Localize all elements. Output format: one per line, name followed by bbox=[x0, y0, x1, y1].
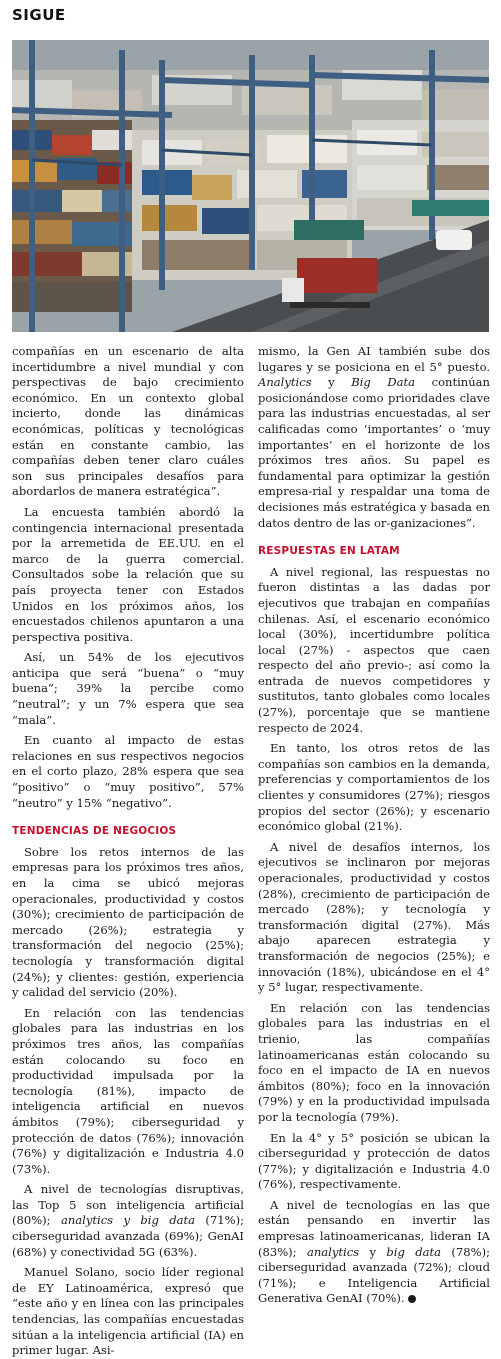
text-run: (71%); ciberseguridad avanzada (69%); GenAI (68%) y conectividad 5G (63%). bbox=[12, 1213, 244, 1259]
paragraph: A nivel de desafíos internos, los ejecutivos se inclinaron por mejoras operacionales, productividad y costos (28%), crecimiento de participación de mercado (28%); y tecnología y transformación digital (27%). Más abajo aparecen estrategia y transformación de negocios (25%); e innovación (18%), ubicándose en el 4° y 5° lugar, respectivamente. bbox=[258, 839, 490, 995]
text-run: continúan posicionándose como prioridades clave para las industrias encuestadas, al ser calificadas como ‘importantes’ o ‘muy importantes’ en el horizonte de los próximos tres años. Su papel es fundamental para optimizar la gestión empresa-rial y respaldar una toma de decisiones más estratégica y basada en datos dentro de las or-ganizaciones”. bbox=[258, 375, 490, 530]
italic-term: analytics bbox=[306, 1244, 360, 1259]
section-title-tendencias: TENDENCIAS DE NEGOCIOS bbox=[12, 825, 177, 838]
article-column-left bbox=[12, 344, 244, 1359]
paragraph bbox=[12, 1182, 244, 1260]
paragraph: La encuesta también abordó la contingencia internacional presentada por la arremetida de EE.UU. en el marco de la guerra comercial. Consultados sobe la relación que su país proyecta tener con Estados Unidos en los próximos años, los encuestados chilenos apuntaron a una perspectiva positiva. bbox=[12, 504, 244, 644]
text-run: mismo, la Gen AI también sube dos lugares y se posiciona en el 5° puesto. bbox=[258, 344, 490, 374]
italic-term: big data bbox=[386, 1244, 442, 1259]
text-run: y bbox=[359, 1244, 387, 1259]
paragraph: En tanto, los otros retos de las compañías son cambios en la demanda, preferencias y comportamientos de los clientes y consumidores (27%); riesgos propios del sector (26%); y escenario económico global (21%). bbox=[258, 741, 490, 834]
italic-term: Analytics bbox=[258, 375, 312, 390]
paragraph: compañías en un escenario de alta incertidumbre a nivel mundial y con perspectivas de bajo crecimiento económico. En un contexto global incierto, donde las dinámicas económicas, políticas y tecnológicas están en constante cambio, las compañías deben tener claro cuáles son sus principales desafíos para abordarlos de manera estratégica”. bbox=[12, 344, 244, 499]
text-run: (78%); ciberseguridad avanzada (72%); cloud (71%); e Inteligencia Artificial Generativa GenAI (70%). bbox=[258, 1244, 490, 1306]
italic-term: Big Data bbox=[351, 375, 416, 390]
text-run: A nivel de tecnologías en las que están pensando en invertir las empresas latinoamericanas, lideran IA (83%); bbox=[258, 1197, 490, 1259]
text-run: y bbox=[311, 375, 352, 390]
paragraph: En cuanto al impacto de estas relaciones en sus respectivos negocios en el corto plazo, 28% espera que sea “positivo” o “muy positivo”, 57% “neutro” y 15% “negativo”. bbox=[12, 733, 244, 810]
article-column-right bbox=[258, 344, 490, 1307]
paragraph: En la 4° y 5° posición se ubican la ciberseguridad y protección de datos (77%); y digitalización e Industria 4.0 (76%), respectivamente. bbox=[258, 1130, 490, 1192]
section-header: SIGUE bbox=[12, 6, 66, 24]
text-run: A nivel de tecnologías disruptivas, las Top 5 son inteligencia artificial (80%); bbox=[12, 1182, 244, 1228]
end-of-article-icon bbox=[408, 1295, 416, 1303]
paragraph: Manuel Solano, socio líder regional de EY Latinoamérica, expresó que “este año y en línea con las principales tendencias, las compañías encuestadas sitúan a la inteligencia artificial (IA) en primer lugar. Asi- bbox=[12, 1265, 244, 1358]
section-title-latam: RESPUESTAS EN LATAM bbox=[258, 545, 400, 558]
paragraph: En relación con las tendencias globales para las industrias en el trienio, las compañías latinoamericanas están colocando su foco en el impacto de IA en nuevos ámbitos (80%); foco en la innovación (79%) y en la productividad impulsada por la tecnología (79%). bbox=[258, 1000, 490, 1124]
paragraph: Así, un 54% de los ejecutivos anticipa que será “buena” o “muy buena”; 39% la percibe como “neutral”; y un 7% espera que sea “mala”. bbox=[12, 650, 244, 727]
paragraph: En relación con las tendencias globales para las industrias en los próximos tres años, las compañías están colocando su foco en productividad impulsada por la tecnología (81%), impacto de inteligencia artificial en nuevos ámbitos (79%); ciberseguridad y protección de datos (76%); innovación (76%) y digitalización e Industria 4.0 (73%). bbox=[12, 1005, 244, 1176]
paragraph: Sobre los retos internos de las empresas para los próximos tres años, en la cima se ubicó mejoras operacionales, productividad y costos (30%); crecimiento de participación de mercado (26%); estrategia y transformación del negocio (25%); tecnología y transformación digital (24%); y clientes: gestión, experiencia y calidad del servicio (20%). bbox=[12, 844, 244, 1000]
italic-term: analytics y big data bbox=[60, 1213, 196, 1228]
paragraph: A nivel regional, las respuestas no fueron distintas a las dadas por ejecutivos que trabajan en compañías chilenas. Así, el escenario económico local (30%), incertidumbre política local (27%) - aspectos que caen respecto del año previo-; así como la entrada de nuevos competidores y sustitutos, tanto globales como locales (27%), porcentaje que se mantiene respecto de 2024. bbox=[258, 564, 490, 735]
port-containers-photo bbox=[12, 40, 489, 332]
paragraph bbox=[258, 1198, 490, 1307]
paragraph bbox=[258, 344, 490, 531]
